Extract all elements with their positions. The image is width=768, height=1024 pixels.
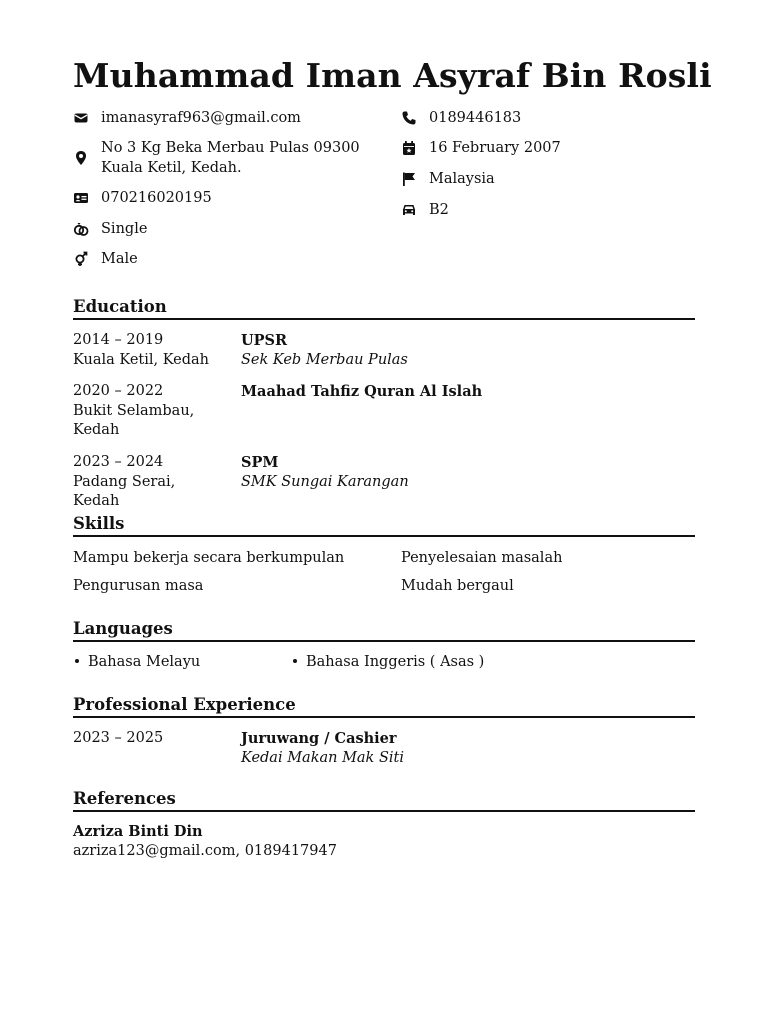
education-school: Sek Keb Merbau Pulas: [241, 351, 408, 368]
rings-icon: [73, 221, 89, 237]
email-text: imanasyraf963@gmail.com: [101, 110, 301, 126]
phone-text: 0189446183: [429, 110, 522, 126]
nationality-text: Malaysia: [429, 171, 495, 187]
reference-contact: azriza123@gmail.com, 0189417947: [73, 842, 337, 859]
language-label: Bahasa Inggeris ( Asas ): [306, 654, 485, 670]
address-line-1: No 3 Kg Beka Merbau Pulas 09300: [101, 140, 360, 156]
car-icon: [401, 202, 417, 218]
reference-name: Azriza Binti Din: [73, 823, 203, 840]
languages-heading: Languages: [73, 619, 695, 642]
education-heading: Education: [73, 297, 695, 320]
skill-item: Pengurusan masa: [73, 578, 204, 594]
skill-item: Mampu bekerja secara berkumpulan: [73, 550, 345, 566]
experience-role: Juruwang / Cashier: [241, 730, 397, 747]
map-pin-icon: [73, 150, 89, 166]
education-qualification: Maahad Tahfiz Quran Al Islah: [241, 383, 483, 400]
address-line-2: Kuala Ketil, Kedah.: [101, 160, 242, 176]
phone-icon: [401, 110, 417, 126]
contact-address: [73, 138, 401, 178]
contact-license: [401, 200, 449, 220]
envelope-icon: [73, 110, 89, 126]
language-label: Bahasa Melayu: [88, 654, 201, 670]
contact-marital: [73, 219, 147, 239]
education-location: Bukit Selambau, Kedah: [73, 402, 195, 438]
gender-icon: [73, 251, 89, 267]
flag-icon: [401, 171, 417, 187]
language-item: [75, 652, 200, 672]
bullet-icon: [75, 659, 79, 663]
contact-ic: [73, 188, 212, 208]
id-card-icon: [73, 190, 89, 206]
license-text: B2: [429, 202, 449, 218]
experience-company: Kedai Makan Mak Siti: [241, 749, 404, 766]
reference-entry: [73, 822, 337, 861]
education-school: SMK Sungai Karangan: [241, 473, 409, 490]
experience-heading: Professional Experience: [73, 695, 695, 718]
calendar-icon: [401, 140, 417, 156]
education-qualification: SPM: [241, 454, 279, 471]
contact-birth-date: [401, 138, 561, 158]
skill-item: Mudah bergaul: [401, 578, 514, 594]
contact-nationality: [401, 169, 495, 189]
skills-heading: Skills: [73, 514, 695, 537]
contact-phone: [401, 108, 521, 128]
skill-item: Penyelesaian masalah: [401, 550, 563, 566]
gender-text: Male: [101, 251, 138, 267]
birth-date-text: 16 February 2007: [429, 140, 561, 156]
contact-email: [73, 108, 301, 128]
marital-status-text: Single: [101, 221, 148, 237]
education-location: Kuala Ketil, Kedah: [73, 351, 210, 368]
education-years: 2014 – 2019: [73, 332, 164, 348]
education-years: 2020 – 2022: [73, 383, 164, 399]
references-heading: References: [73, 789, 695, 812]
education-location: Padang Serai, Kedah: [73, 473, 176, 509]
education-years: 2023 – 2024: [73, 454, 164, 470]
contact-gender: [73, 249, 138, 269]
education-qualification: UPSR: [241, 332, 288, 349]
experience-years: 2023 – 2025: [73, 730, 164, 746]
language-item: [293, 652, 484, 672]
candidate-name: Muhammad Iman Asyraf Bin Rosli: [73, 56, 712, 95]
ic-number-text: 070216020195: [101, 190, 212, 206]
bullet-icon: [293, 659, 297, 663]
